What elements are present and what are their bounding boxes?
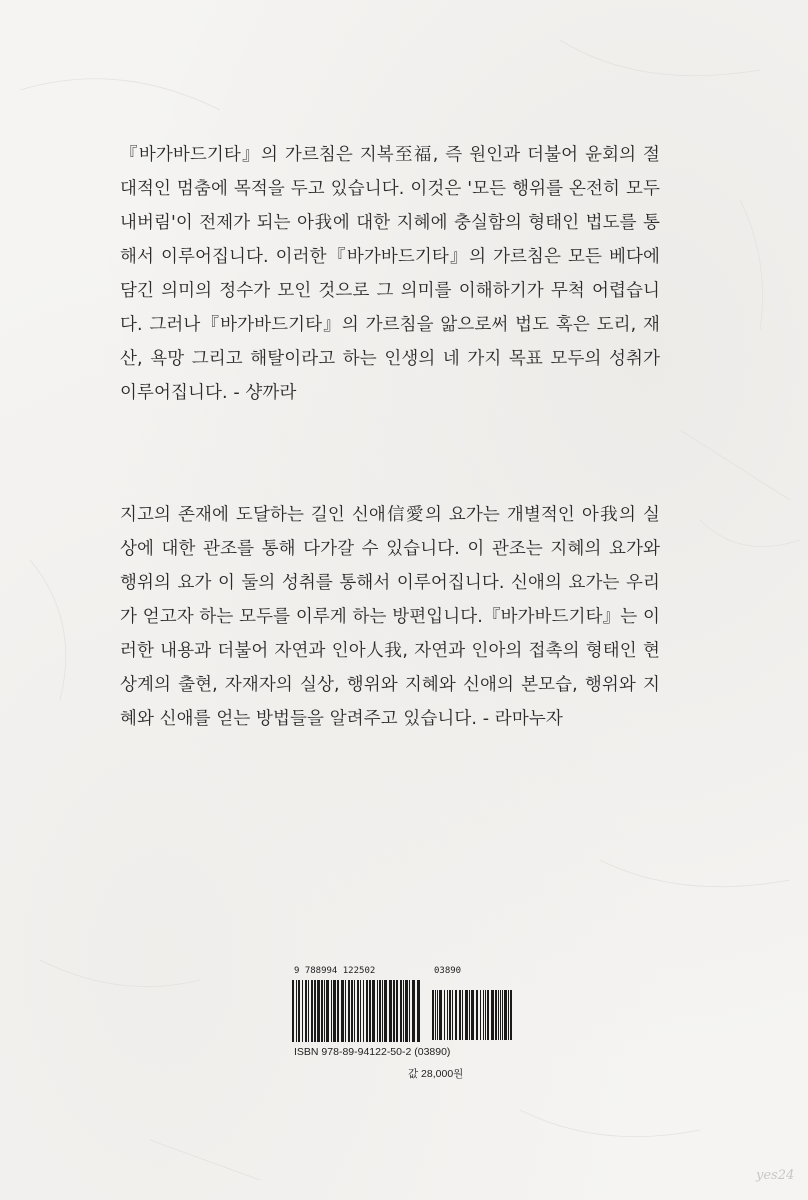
barcode-bar <box>417 980 420 1042</box>
barcode-bar <box>363 980 364 1042</box>
isbn-number: ISBN 978-89-94122-50-2 (03890) <box>294 1046 451 1058</box>
barcode-bar <box>396 980 398 1042</box>
barcode-bar <box>400 980 402 1042</box>
barcode-bar <box>360 980 361 1042</box>
barcode-bar <box>465 990 468 1040</box>
barcode-bar <box>377 980 378 1042</box>
barcode-bar <box>439 990 442 1040</box>
barcode-bar <box>369 980 371 1042</box>
barcode-bar <box>321 980 323 1042</box>
barcode-bar <box>357 980 359 1042</box>
quote-ramanuja-text: 지고의 존재에 도달하는 길인 신애信愛의 요가는 개별적인 아我의 실상에 대한 관조를 통해 다가갈 수 있습니다. 이 관조는 지혜의 요가와 행위의 요가 이 둘의 성취를 통해서 이루어집니다. 신애의 요가는 우리가 얻고자 하는 모두를 이루게 하는 방편입니다.『바가바드기타』는 이러한 내용과 더불어 자연과 인아人我, 자연과 인아의 접촉의 형태인 현상계의 출현, 자재자의 실상, 행위와 지혜와 신애의 본모습, 행위와 지혜와 신애를 얻는 방법들을 알려주고 있습니다. - 라마누자 <box>120 505 660 729</box>
barcode-bar <box>384 980 387 1042</box>
barcode-bar <box>510 990 512 1040</box>
barcode-bar <box>485 990 486 1040</box>
barcode-bar <box>498 990 499 1040</box>
barcode-bar <box>508 990 509 1040</box>
barcode-bar <box>372 980 375 1042</box>
barcode-bar <box>500 990 501 1040</box>
barcode-bar <box>459 990 461 1040</box>
barcode-bar <box>471 990 474 1040</box>
barcode-bar <box>483 990 484 1040</box>
barcode-bar <box>324 980 325 1042</box>
barcode-bar <box>409 980 410 1042</box>
barcode-bar <box>366 980 368 1042</box>
barcode-addon-digits: 03890 <box>434 966 462 976</box>
barcode-bar <box>379 980 381 1042</box>
barcode-bar <box>341 980 344 1042</box>
barcode-bar <box>314 980 316 1042</box>
barcode-bar <box>348 980 350 1042</box>
barcode-bar <box>389 980 392 1042</box>
barcode-bar <box>311 980 313 1042</box>
barcode-bar <box>437 990 438 1040</box>
price-label: 값 28,000원 <box>408 1068 464 1080</box>
barcode-bar <box>480 990 481 1040</box>
barcode-bar <box>462 990 463 1040</box>
barcode-bar <box>331 980 332 1042</box>
barcode-bar <box>487 990 489 1040</box>
barcode-bar <box>476 990 478 1040</box>
barcode-top-digits <box>294 966 518 980</box>
barcode-bar <box>317 980 320 1042</box>
barcode-bar <box>495 990 497 1040</box>
barcode-bar <box>382 980 383 1042</box>
barcode-bar <box>435 990 436 1040</box>
barcode-bar <box>412 980 415 1042</box>
barcode-bar <box>447 990 448 1040</box>
barcode-bar <box>345 980 346 1042</box>
barcode-bar <box>444 990 445 1040</box>
barcode-bar <box>302 980 303 1042</box>
barcode-icon <box>290 980 518 1044</box>
barcode-bar <box>469 990 470 1040</box>
barcode-bar <box>292 980 294 1042</box>
barcode-bar <box>337 980 339 1042</box>
barcode-bar <box>354 980 355 1042</box>
barcode-bar <box>405 980 408 1042</box>
barcode-bar <box>308 980 309 1042</box>
barcode-bar <box>351 980 353 1042</box>
barcode-bar <box>452 990 453 1040</box>
barcode-bar <box>305 980 307 1042</box>
barcode-bar <box>296 980 297 1042</box>
barcode-bar <box>502 990 503 1040</box>
barcode-bar <box>504 990 507 1040</box>
quote-shankara <box>120 138 660 410</box>
isbn-barcode-block <box>290 966 522 1086</box>
quote-shankara-text: 『바가바드기타』의 가르침은 지복至福, 즉 원인과 더불어 윤회의 절대적인 멈춤에 목적을 두고 있습니다. 이것은 '모든 행위를 온전히 모두 내버림'이 전제가 되는 아我에 대한 지혜에 충실함의 형태인 법도를 통해서 이루어집니다. 이러한『바가바드기타』의 가르침은 모든 베다에 담긴 의미의 정수가 모인 것으로 그 의미를 이해하기가 무척 어렵습니다. 그러나『바가바드기타』의 가르침을 앎으로써 법도 혹은 도리, 재산, 욕망 그리고 해탈이라고 하는 인생의 네 가지 목표 모두의 성취가 이루어집니다. - 샹까라 <box>120 145 660 403</box>
barcode-bar <box>333 980 336 1042</box>
barcode-bar <box>432 990 434 1040</box>
barcode-bar <box>393 980 395 1042</box>
barcode-bar <box>298 980 300 1042</box>
barcode-bar <box>491 990 494 1040</box>
watermark-logo: yes24 <box>756 1168 795 1183</box>
barcode-bar <box>326 980 329 1042</box>
quote-ramanuja <box>120 498 660 736</box>
barcode-main-digits: 9 788994 122502 <box>294 966 376 976</box>
barcode-bar <box>449 990 451 1040</box>
barcode-bar <box>403 980 404 1042</box>
barcode-bar <box>455 990 457 1040</box>
